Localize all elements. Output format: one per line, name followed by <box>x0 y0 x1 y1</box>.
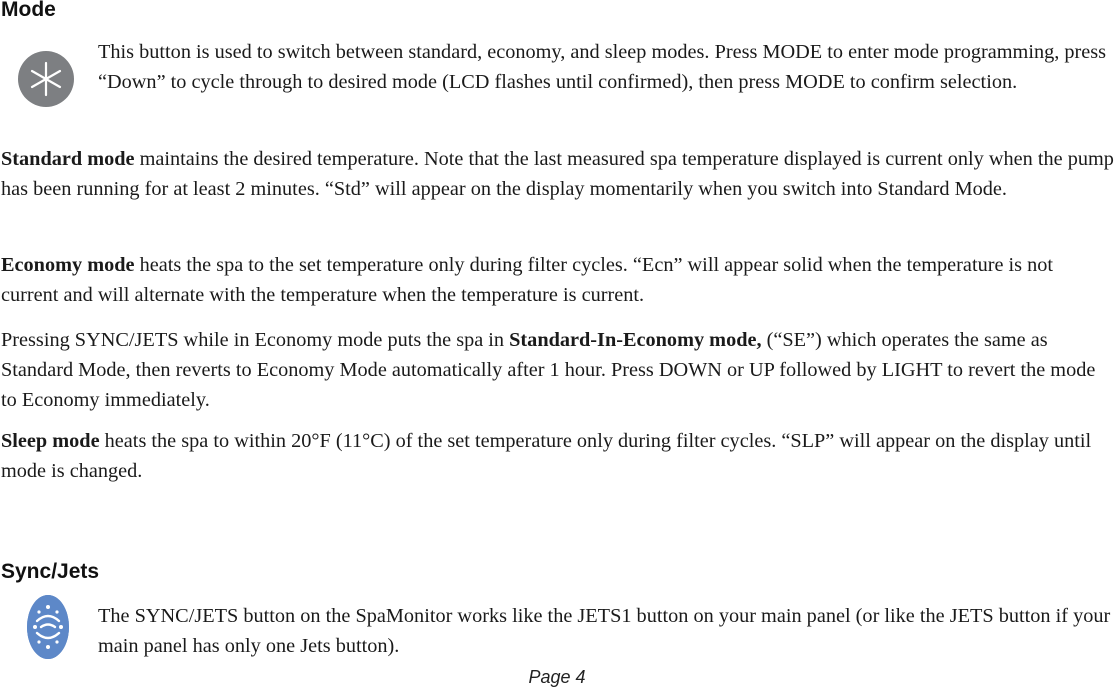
standard-mode-term: Standard mode <box>1 148 135 170</box>
sie-term: Standard-In-Economy mode, <box>509 329 762 351</box>
economy-mode-paragraph <box>1 250 1114 310</box>
sleep-mode-term: Sleep mode <box>1 430 100 452</box>
economy-mode-term: Economy mode <box>1 254 135 276</box>
mode-intro-text: This button is used to switch between standard, economy, and sleep modes. Press MODE to enter mode programming, press “Down” to cycle through to desired mode (LCD flashes until confirmed), then press MODE to confirm selection. <box>98 41 1107 93</box>
page-number: Page 4 <box>528 667 586 687</box>
sie-pre-text: Pressing SYNC/JETS while in Economy mode puts the spa in <box>1 329 510 351</box>
economy-mode-text: heats the spa to the set temperature only during filter cycles. “Ecn” will appear solid when the temperature is not current and will alternate with the temperature when the temperature is current. <box>1 254 1054 306</box>
mode-asterisk-icon <box>18 51 74 107</box>
sleep-mode-paragraph <box>1 426 1114 486</box>
standard-mode-text: maintains the desired temperature. Note that the last measured spa temperature displayed is current only when the pump has been running for at least 2 minutes. “Std” will appear on the display momentarily when you switch into Standard Mode. <box>1 148 1114 200</box>
sync-jets-intro-text: The SYNC/JETS button on the SpaMonitor works like the JETS1 button on your main panel (or like the JETS button if your main panel has only one Jets button). <box>98 605 1111 657</box>
standard-in-economy-paragraph <box>1 325 1114 415</box>
sync-jets-heading: Sync/Jets <box>1 560 100 583</box>
mode-heading: Mode <box>1 0 56 21</box>
standard-mode-paragraph <box>1 144 1114 204</box>
sync-jets-icon <box>27 595 69 659</box>
sleep-mode-text: heats the spa to within 20°F (11°C) of the set temperature only during filter cycles. “SLP” will appear on the display until mode is changed. <box>1 430 1092 482</box>
sie-post-text: (“SE”) which operates the same as Standard Mode, then reverts to Economy Mode automatically after 1 hour. Press DOWN or UP followed by LIGHT to revert the mode to Economy immediately. <box>1 329 1096 411</box>
